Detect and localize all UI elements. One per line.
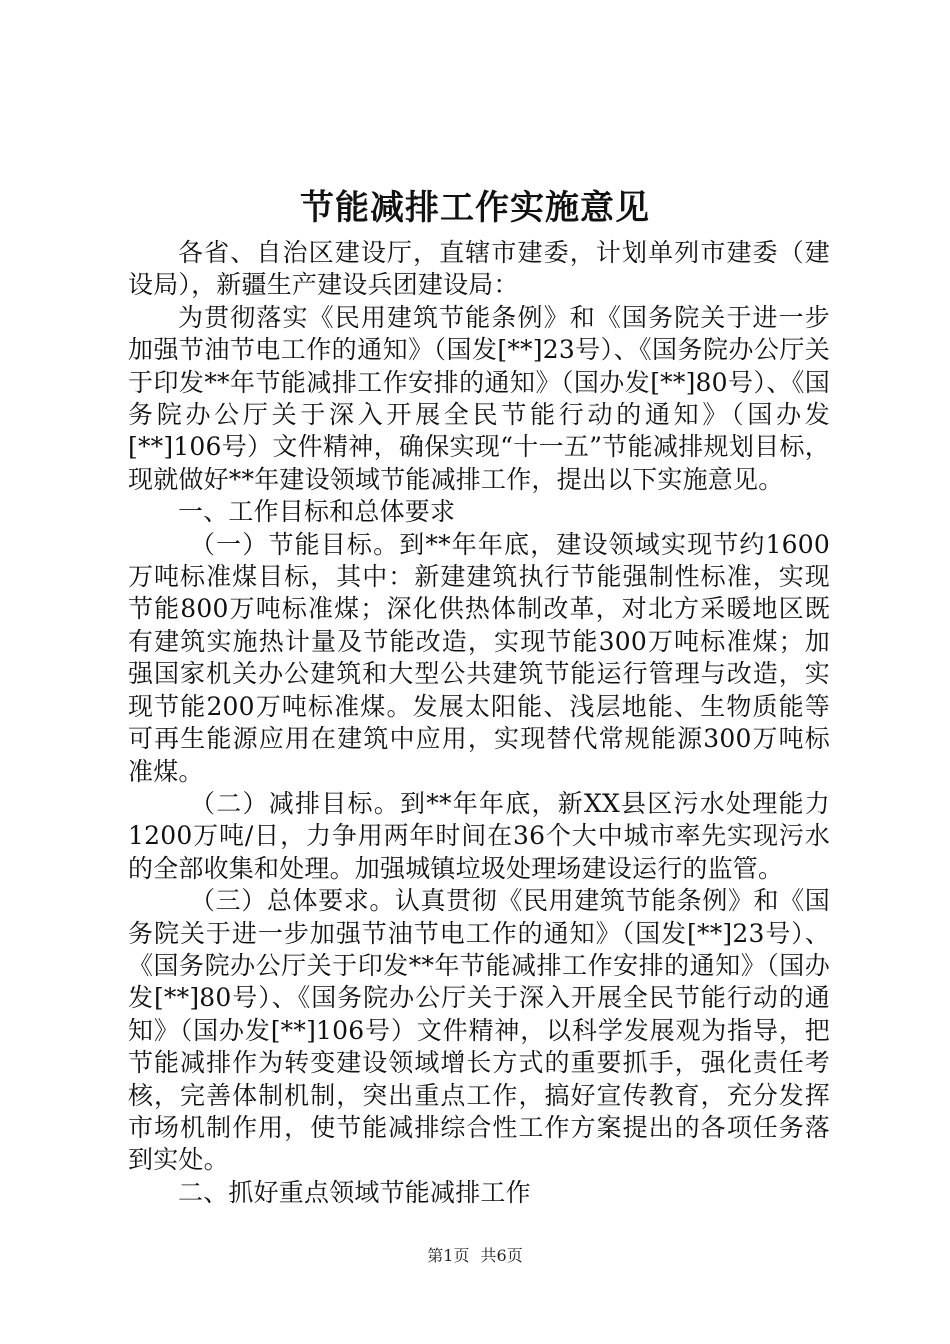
page-total: 共6页 [480, 1246, 523, 1265]
paragraph-energy-target: （一）节能目标。到**年年底，建设领域实现节约1600万吨标准煤目标，其中：新建建筑执行节能强制性标准，实现节能800万吨标准煤；深化供热体制改革，对北方采暖地区既有建筑实施热计量及节能改造，实现节能300万吨标准煤；加强国家机关办公建筑和大型公共建筑节能运行管理与改造，实现节能200万吨标准煤。发展太阳能、浅层地能、生物质能等可再生能源应用在建筑中应用，实现替代常规能源300万吨标准煤。 [128, 529, 830, 786]
document-body [128, 237, 830, 1209]
section-heading-1: 一、工作目标和总体要求 [178, 497, 456, 527]
paragraph-emission-target: （二）减排目标。到**年年底，新XX县区污水处理能力1200万吨/日，力争用两年时间在36个大中城市率先实现污水的全部收集和处理。加强城镇垃圾处理场建设运行的监管。 [128, 788, 830, 883]
page-footer [0, 1246, 950, 1266]
section-heading-2: 二、抓好重点领域节能减排工作 [178, 1177, 531, 1207]
paragraph-addressees: 各省、自治区建设厅，直辖市建委，计划单列市建委（建设局），新疆生产建设兵团建设局： [128, 238, 830, 300]
paragraph-general-requirements: （三）总体要求。认真贯彻《民用建筑节能条例》和《国务院关于进一步加强节油节电工作的通知》（国发[**]23号）、《国务院办公厅关于印发**年节能减排工作安排的通知》（国办发[**]80号）、《国务院办公厅关于深入开展全民节能行动的通知》（国办发[**]106号）文件精神，以科学发展观为指导，把节能减排作为转变建设领域增长方式的重要抓手，强化责任考核，完善体制机制，突出重点工作，搞好宣传教育，充分发挥市场机制作用，使节能减排综合性工作方案提出的各项任务落到实处。 [128, 886, 830, 1175]
document-title: 节能减排工作实施意见 [300, 188, 650, 228]
page-number: 第1页 [427, 1246, 470, 1265]
paragraph-intro: 为贯彻落实《民用建筑节能条例》和《国务院关于进一步加强节油节电工作的通知》（国发[**]23号）、《国务院办公厅关于印发**年节能减排工作安排的通知》（国办发[**]80号）、《国务院办公厅关于深入开展全民节能行动的通知》（国办发[**]106号）文件精神，确保实现“十一五”节能减排规划目标，现就做好**年建设领域节能减排工作，提出以下实施意见。 [128, 302, 830, 494]
